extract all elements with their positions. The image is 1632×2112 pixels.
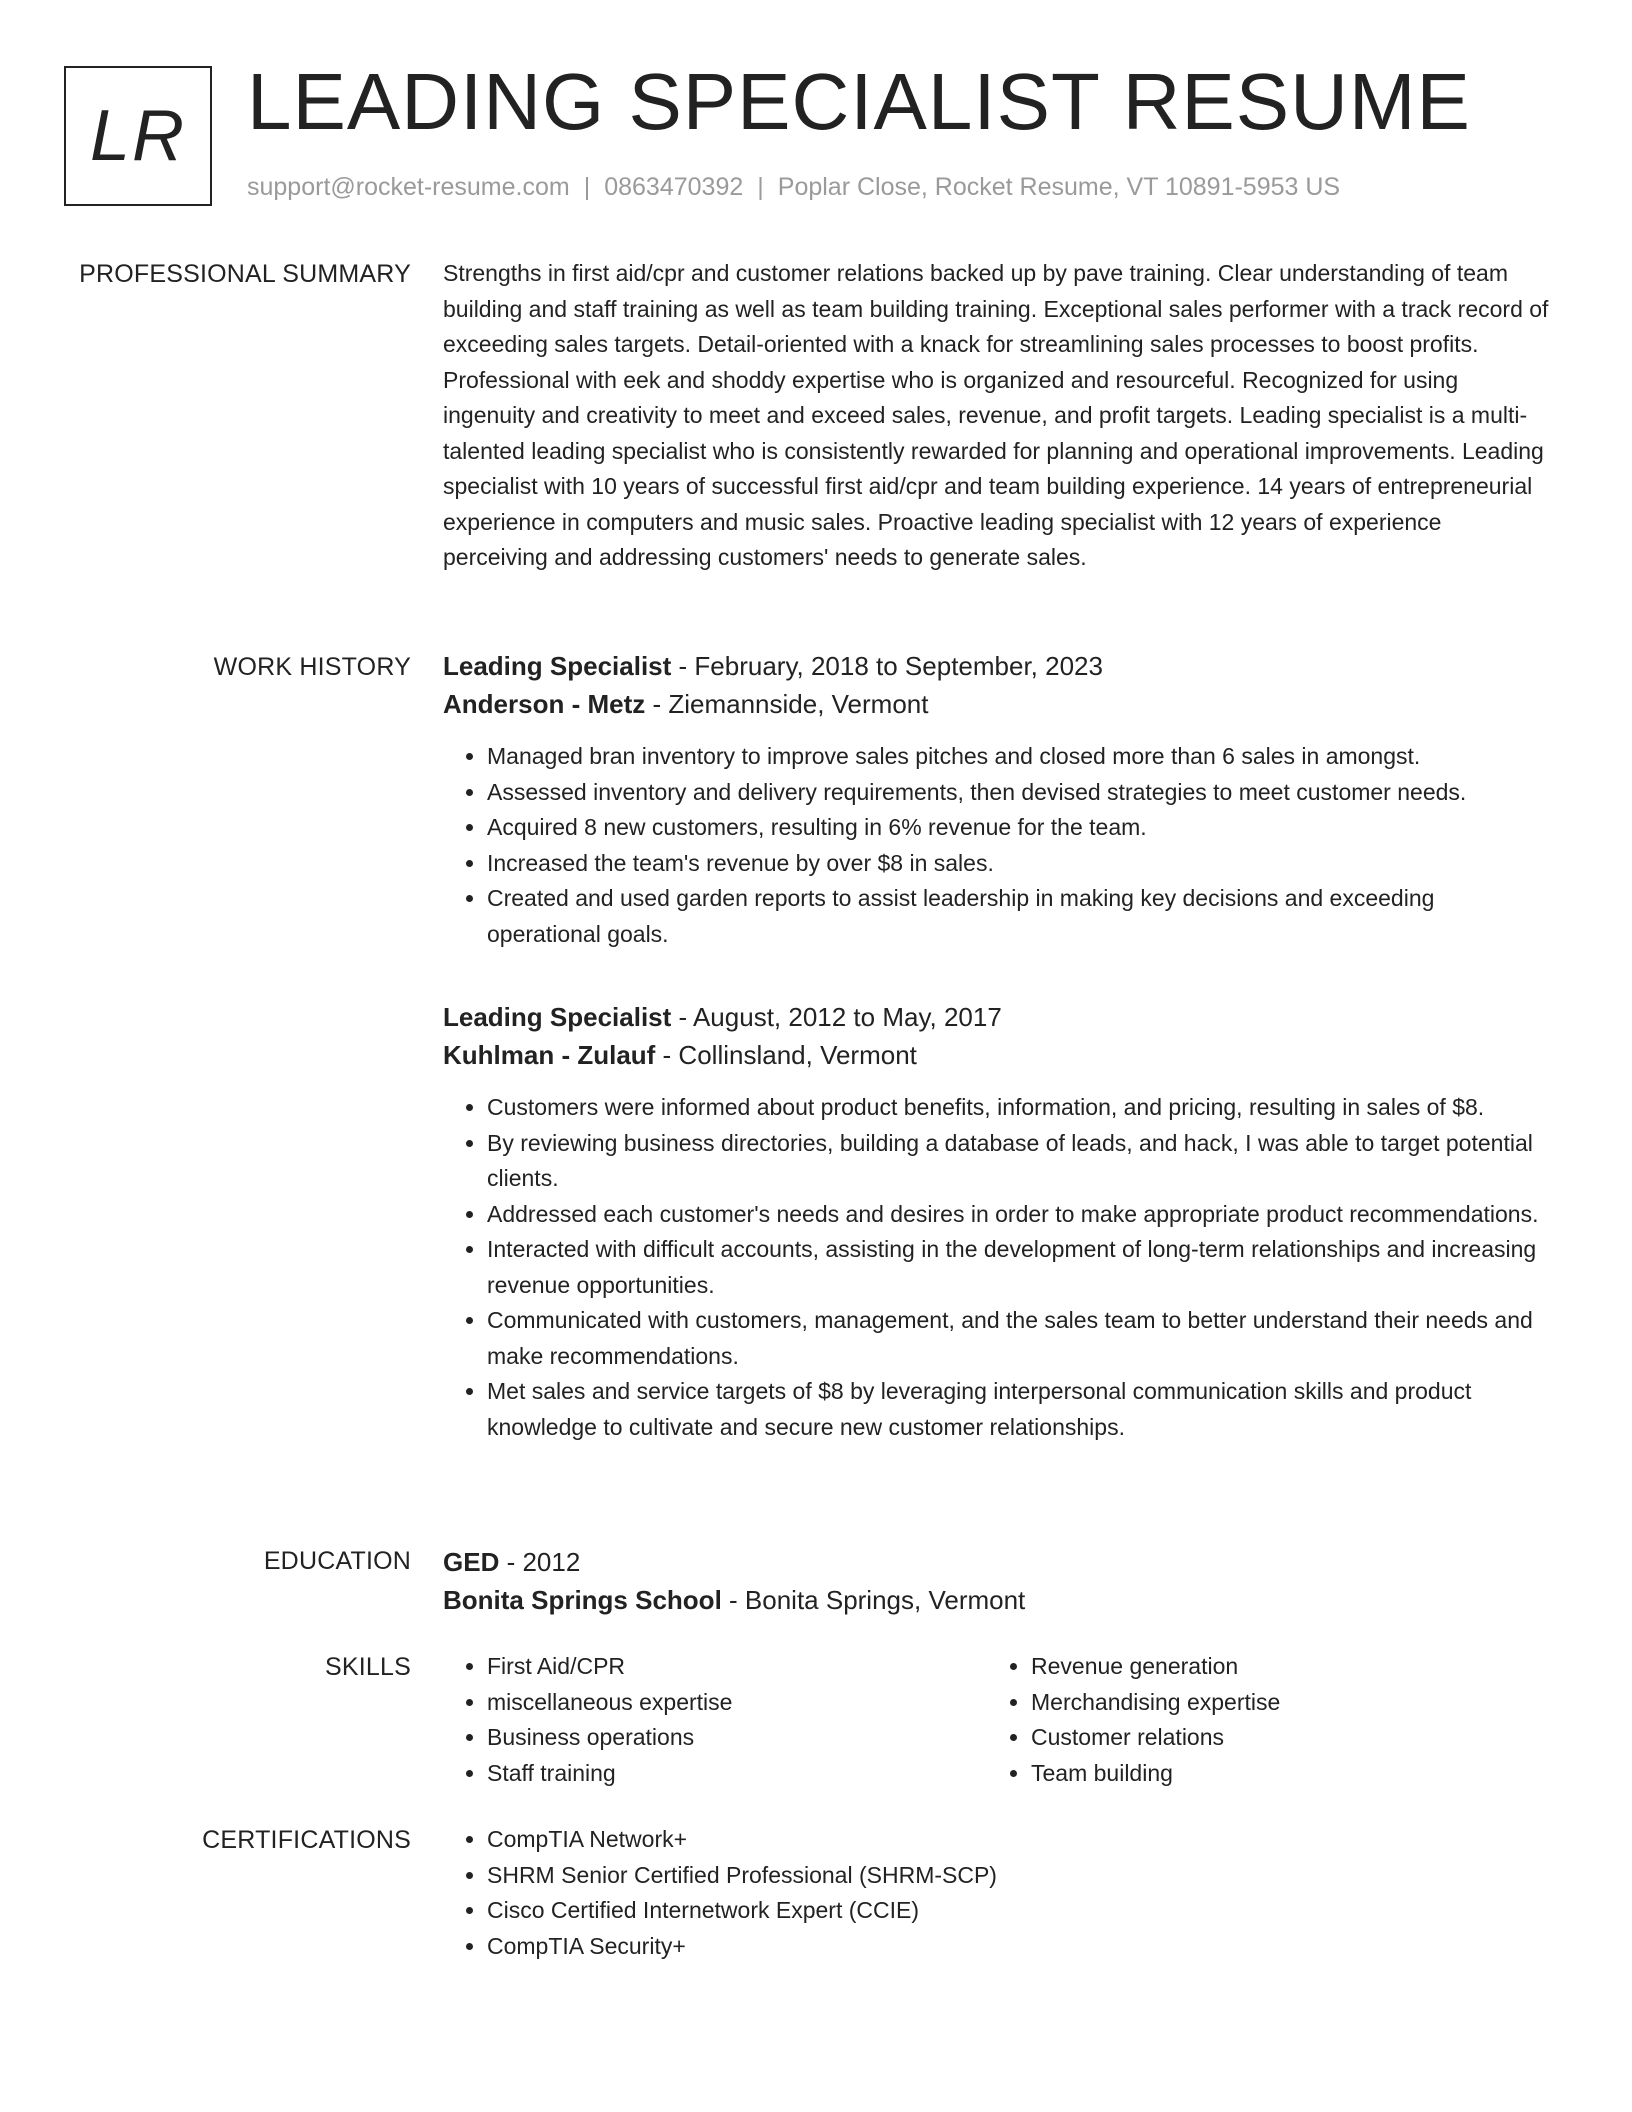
contact-phone[interactable]: 0863470392 [604,173,744,201]
certification-item: • SHRM Senior Certified Professional (SHRM-SCP) [487,1858,1551,1894]
skill-item: • Team building [1031,1756,1531,1792]
skills-body [443,1649,1551,1791]
education-degree-line [443,1543,1551,1581]
skill-item: • Revenue generation [1031,1649,1531,1685]
section-label-skills: SKILLS [325,1653,411,1681]
skill-item: • miscellaneous expertise [487,1685,987,1721]
job-bullet: • Assessed inventory and delivery requirements, then devised strategies to meet customer needs. [487,775,1551,811]
education-school-line [443,1581,1551,1619]
job-bullet-list [443,1090,1551,1445]
job-company-line [443,685,1551,723]
section-label-education: EDUCATION [263,1547,411,1575]
certification-item: • CompTIA Security+ [487,1929,1551,1965]
contact-separator: | [583,173,591,201]
work-history-body [443,647,1551,1491]
contact-separator: | [757,173,764,201]
job-bullet: • Acquired 8 new customers, resulting in 6% revenue for the team. [487,810,1551,846]
education-school: Bonita Springs School [443,1585,722,1615]
education-body [443,1543,1551,1619]
job-bullet: • Addressed each customer's needs and desires in order to make appropriate product recommendations. [487,1197,1551,1233]
contact-email[interactable]: support@rocket-resume.com [247,173,570,201]
skill-item: • Staff training [487,1756,987,1792]
section-label-summary: PROFESSIONAL SUMMARY [79,260,411,288]
job-title: Leading Specialist [443,651,672,681]
job-bullet-list [443,739,1551,952]
monogram-logo: LR [64,66,212,206]
job-bullet: • By reviewing business directories, building a database of leads, and hack, I was able to target potential clients. [487,1126,1551,1197]
job-bullet: • Managed bran inventory to improve sales pitches and closed more than 6 sales in amongst. [487,739,1551,775]
job-bullet: • Increased the team's revenue by over $8 in sales. [487,846,1551,882]
certifications-body [443,1822,1551,1964]
skills-list-left [443,1649,987,1791]
education-location: - Bonita Springs, Vermont [721,1585,1026,1615]
job-bullet: • Interacted with difficult accounts, assisting in the development of long-term relationships and increasing revenue opportunities. [487,1232,1551,1303]
education-year: - 2012 [499,1547,581,1577]
skill-item: • Merchandising expertise [1031,1685,1531,1721]
certification-item: • CompTIA Network+ [487,1822,1551,1858]
skill-item: • First Aid/CPR [487,1649,987,1685]
education-degree: GED [443,1547,500,1577]
contact-address: Poplar Close, Rocket Resume, VT 10891-5953 US [777,173,1341,201]
job-title-line [443,647,1551,685]
job-bullet: • Communicated with customers, management, and the sales team to better understand their needs and make recommendations. [487,1303,1551,1374]
section-label-certifications: CERTIFICATIONS [202,1826,411,1854]
job-company-line [443,1036,1551,1074]
skill-item: • Customer relations [1031,1720,1531,1756]
job-bullet: • Customers were informed about product benefits, information, and pricing, resulting in sales of $8. [487,1090,1551,1126]
job-title-line [443,998,1551,1036]
job-dates: - August, 2012 to May, 2017 [671,1002,1002,1032]
job-title: Leading Specialist [443,1002,672,1032]
section-label-work: WORK HISTORY [213,653,411,681]
skill-item: • Business operations [487,1720,987,1756]
summary-body [443,256,1551,576]
job-company: Kuhlman - Zulauf [443,1040,656,1070]
job-bullet: • Created and used garden reports to assist leadership in making key decisions and exceeding operational goals. [487,881,1551,952]
summary-text: Strengths in first aid/cpr and customer relations backed up by pave training. Clear understanding of team building and staff training as well as team building training. Exceptional sales performer with a track record of exceeding sales targets. Detail-oriented with a knack for streamlining sales processes to boost profits. Professional with eek and shoddy expertise who is organized and resourceful. Recognized for using ingenuity and creativity to meet and exceed sales, revenue, and profit targets. Leading specialist is a multi-talented leading specialist who is consistently rewarded for planning and operational improvements. Leading specialist with 10 years of successful first aid/cpr and team building experience. 14 years of entrepreneurial experience in computers and music sales. Proactive leading specialist with 12 years of experience perceiving and addressing customers' needs to generate sales. [443,260,1549,570]
job-dates: - February, 2018 to September, 2023 [671,651,1103,681]
job-entry [443,998,1551,1445]
job-location: - Ziemannside, Vermont [645,689,929,719]
job-entry [443,647,1551,952]
job-bullet: • Met sales and service targets of $8 by leveraging interpersonal communication skills and product knowledge to cultivate and secure new customer relationships. [487,1374,1551,1445]
job-company: Anderson - Metz [443,689,646,719]
certification-list [443,1822,1551,1964]
skills-list-right [987,1649,1531,1791]
skills-grid [443,1649,1551,1791]
job-location: - Collinsland, Vermont [655,1040,917,1070]
resume-title: LEADING SPECIALIST RESUME [247,57,1471,146]
contact-line [247,173,1340,202]
certification-item: • Cisco Certified Internetwork Expert (CCIE) [487,1893,1551,1929]
